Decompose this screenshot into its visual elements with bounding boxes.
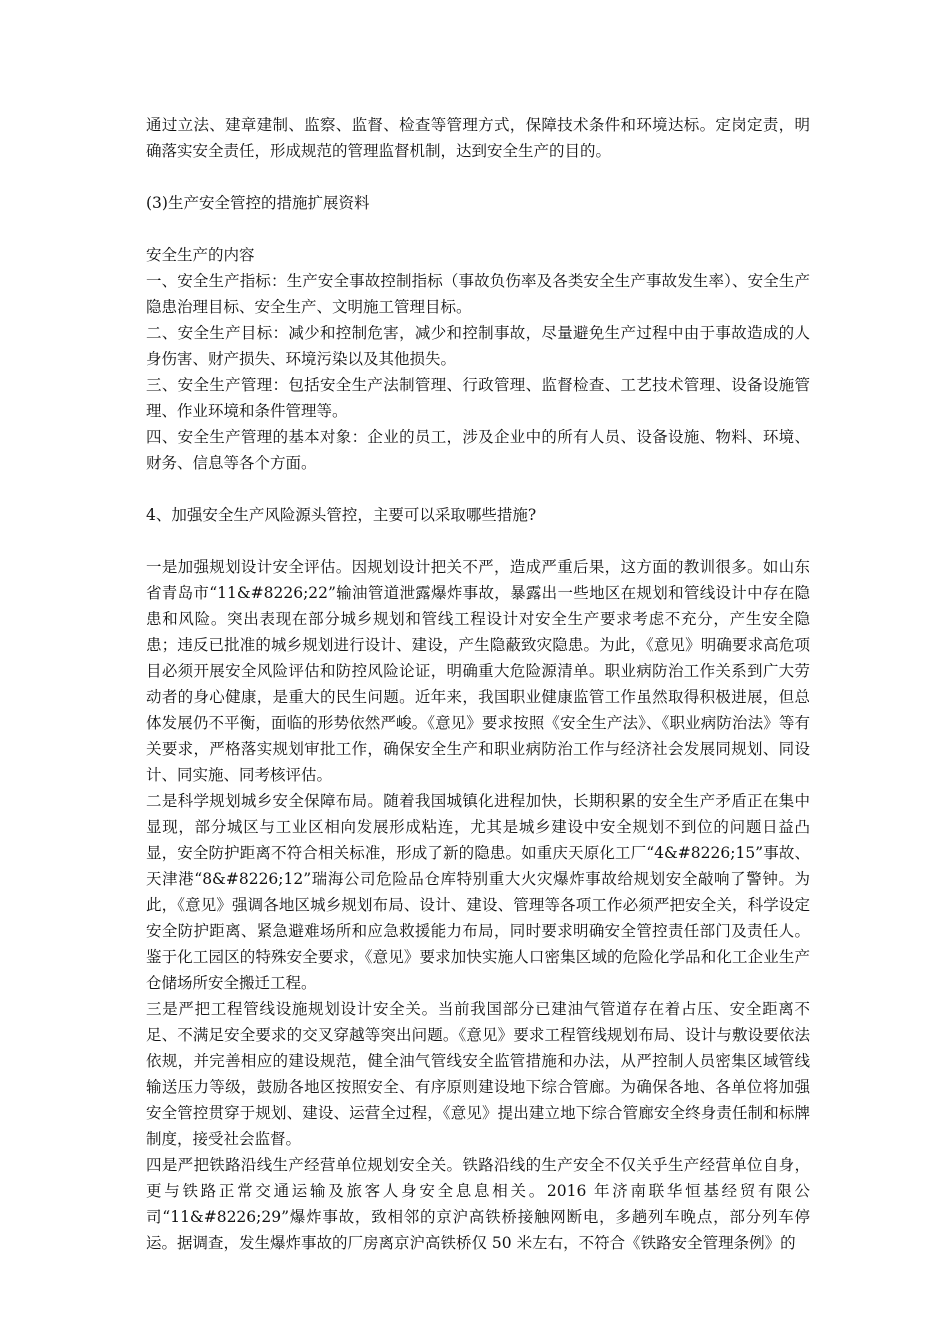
answer-paragraph: 四是严把铁路沿线生产经营单位规划安全关。铁路沿线的生产安全不仅关乎生产经营单位自身，更与铁路正常交通运输及旅客人身安全息息相关。2016 年济南联华恒基经贸有限公司“11&#8226;29”爆炸事故，致相邻的京沪高铁桥接触网断电，多趟列车晚点，部分列车停运。据调查，发生爆炸事故的厂房离京沪高铁桥仅 50 米左右，不符合《铁路安全管理条例》的 bbox=[146, 1156, 810, 1252]
content-item: 四、安全生产管理的基本对象：企业的员工，涉及企业中的所有人员、设备设施、物料、环境、财务、信息等各个方面。 bbox=[146, 428, 810, 472]
answer-paragraph: 一是加强规划设计安全评估。因规划设计把关不严，造成严重后果，这方面的教训很多。如山东省青岛市“11&#8226;22”输油管道泄露爆炸事故，暴露出一些地区在规划和管线设计中存在隐患和风险。突出表现在部分城乡规划和管线工程设计对安全生产要求考虑不充分，产生安全隐患；违反已批准的城乡规划进行设计、建设，产生隐蔽致灾隐患。为此，《意见》明确要求高危项目必须开展安全风险评估和防控风险论证，明确重大危险源清单。职业病防治工作关系到广大劳动者的身心健康，是重大的民生问题。近年来，我国职业健康监管工作虽然取得积极进展，但总体发展仍不平衡，面临的形势依然严峻。《意见》要求按照《安全生产法》、《职业病防治法》等有关要求，严格落实规划审批工作，确保安全生产和职业病防治工作与经济社会发展同规划、同设计、同实施、同考核评估。 bbox=[146, 558, 810, 784]
spacer bbox=[146, 476, 810, 502]
spacer bbox=[146, 164, 810, 190]
content-heading: 安全生产的内容 bbox=[146, 246, 255, 264]
section-3-heading: (3)生产安全管控的措施扩展资料 bbox=[146, 194, 370, 212]
spacer bbox=[146, 528, 810, 554]
content-item: 一、安全生产指标：生产安全事故控制指标（事故负伤率及各类安全生产事故发生率）、安全生产隐患治理目标、安全生产、文明施工管理目标。 bbox=[146, 272, 810, 316]
content-item: 三、安全生产管理：包括安全生产法制管理、行政管理、监督检查、工艺技术管理、设备设施管理、作业环境和条件管理等。 bbox=[146, 376, 810, 420]
content-item: 二、安全生产目标：减少和控制危害，减少和控制事故，尽量避免生产过程中由于事故造成的人身伤害、财产损失、环境污染以及其他损失。 bbox=[146, 324, 810, 368]
answer-paragraph: 三是严把工程管线设施规划设计安全关。当前我国部分已建油气管道存在着占压、安全距离不足、不满足安全要求的交叉穿越等突出问题。《意见》要求工程管线规划布局、设计与敷设要依法依规，并完善相应的建设规范，健全油气管线安全监管措施和办法，从严控制人员密集区域管线输送压力等级，鼓励各地区按照安全、有序原则建设地下综合管廊。为确保各地、各单位将加强安全管控贯穿于规划、建设、运营全过程，《意见》提出建立地下综合管廊安全终身责任制和标牌制度，接受社会监督。 bbox=[146, 1000, 810, 1148]
document-page bbox=[146, 112, 810, 1256]
spacer bbox=[146, 216, 810, 242]
intro-paragraph: 通过立法、建章建制、监察、监督、检查等管理方式，保障技术条件和环境达标。定岗定责，明确落实安全责任，形成规范的管理监督机制，达到安全生产的目的。 bbox=[146, 116, 810, 160]
question-4-heading: 4、加强安全生产风险源头管控，主要可以采取哪些措施? bbox=[146, 506, 537, 524]
answer-paragraph: 二是科学规划城乡安全保障布局。随着我国城镇化进程加快，长期积累的安全生产矛盾正在集中显现，部分城区与工业区相向发展形成粘连，尤其是城乡建设中安全规划不到位的问题日益凸显，安全防护距离不符合相关标准，形成了新的隐患。如重庆天原化工厂“4&#8226;15”事故、天津港“8&#8226;12”瑞海公司危险品仓库特别重大火灾爆炸事故给规划安全敲响了警钟。为此，《意见》强调各地区城乡规划布局、设计、建设、管理等各项工作必须严把安全关，科学设定安全防护距离、紧急避难场所和应急救援能力布局，同时要求明确安全管控责任部门及责任人。鉴于化工园区的特殊安全要求，《意见》要求加快实施人口密集区域的危险化学品和化工企业生产仓储场所安全搬迁工程。 bbox=[146, 792, 810, 992]
